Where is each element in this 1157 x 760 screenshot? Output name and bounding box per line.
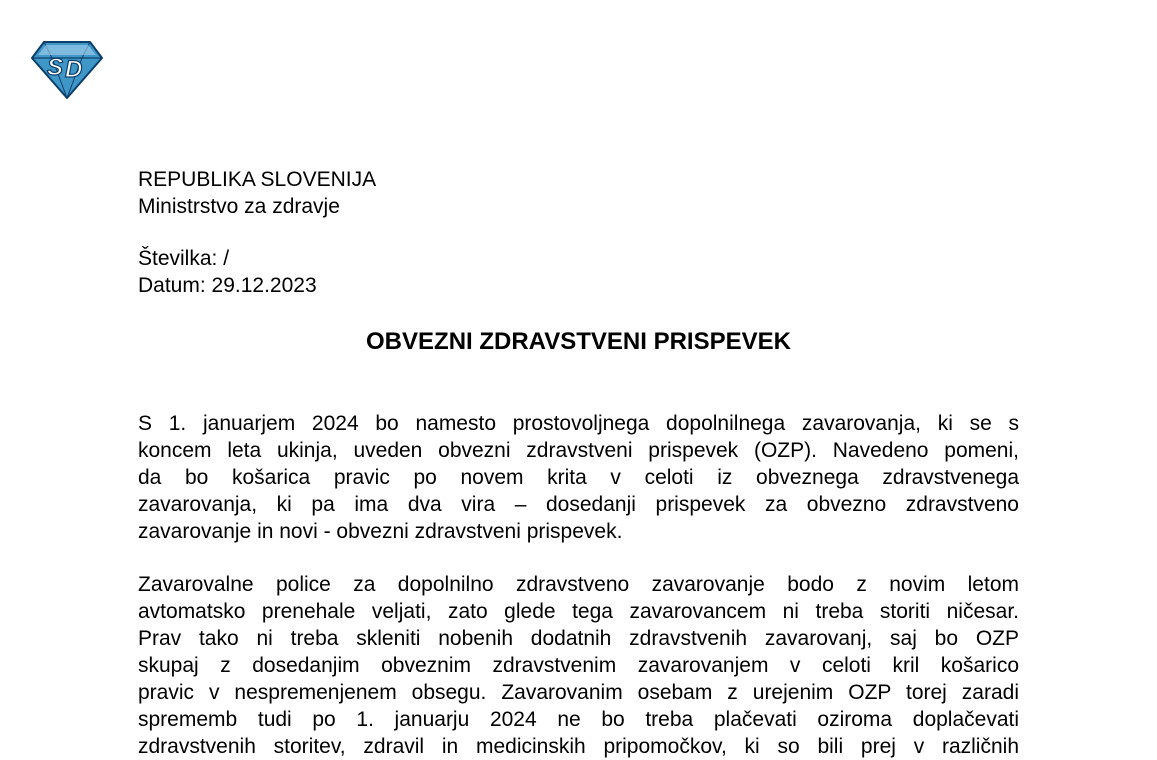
issuer-ministry: Ministrstvo za zdravje — [138, 195, 340, 218]
text-line: zavarovanje in novi - obvezni zdravstveni prispevek. — [138, 520, 623, 543]
document-meta — [138, 245, 317, 299]
paragraph-1 — [138, 410, 1019, 545]
text-line: zavarovanja, ki pa ima dva vira – dosedanji prispevek za obvezno zdravstveno — [138, 493, 1019, 516]
document-title: OBVEZNI ZDRAVSTVENI PRISPEVEK — [366, 328, 791, 355]
text-line: avtomatsko prenehale veljati, zato glede tega zavarovancem ni treba storiti ničesar. — [138, 600, 1019, 623]
text-line: S 1. januarjem 2024 bo namesto prostovoljnega dopolnilnega zavarovanja, ki se s — [138, 412, 1019, 435]
text-line: koncem leta ukinja, uveden obvezni zdravstveni prispevek (OZP). Navedeno pomeni, — [138, 439, 1019, 462]
svg-text:S: S — [47, 54, 64, 81]
issuer-block — [138, 166, 376, 220]
text-line: pravic v nespremenjenem obsegu. Zavarovanim osebam z urejenim OZP torej zaradi — [138, 681, 1019, 704]
text-line: skupaj z dosedanjim obveznim zdravstvenim zavarovanjem v celoti kril košarico — [138, 654, 1019, 677]
text-line: da bo košarica pravic po novem krita v celoti iz obveznega zdravstvenega — [138, 466, 1019, 489]
document-number: Številka: / — [138, 247, 230, 270]
text-line: Prav tako ni treba skleniti nobenih dodatnih zdravstvenih zavarovanj, saj bo OZP — [138, 627, 1019, 650]
document-date: Datum: 29.12.2023 — [138, 274, 317, 297]
svg-text:D: D — [65, 56, 83, 83]
sd-logo — [30, 40, 104, 100]
text-line: zdravstvenih storitev, zdravil in medicinskih pripomočkov, ki so bili prej v različnih — [138, 735, 1019, 758]
diamond-logo-icon — [30, 40, 104, 100]
text-line: sprememb tudi po 1. januarju 2024 ne bo treba plačevati oziroma doplačevati — [138, 708, 1019, 731]
issuer-country: REPUBLIKA SLOVENIJA — [138, 168, 377, 191]
text-line: Zavarovalne police za dopolnilno zdravstveno zavarovanje bodo z novim letom — [138, 573, 1019, 596]
paragraph-2 — [138, 571, 1019, 760]
